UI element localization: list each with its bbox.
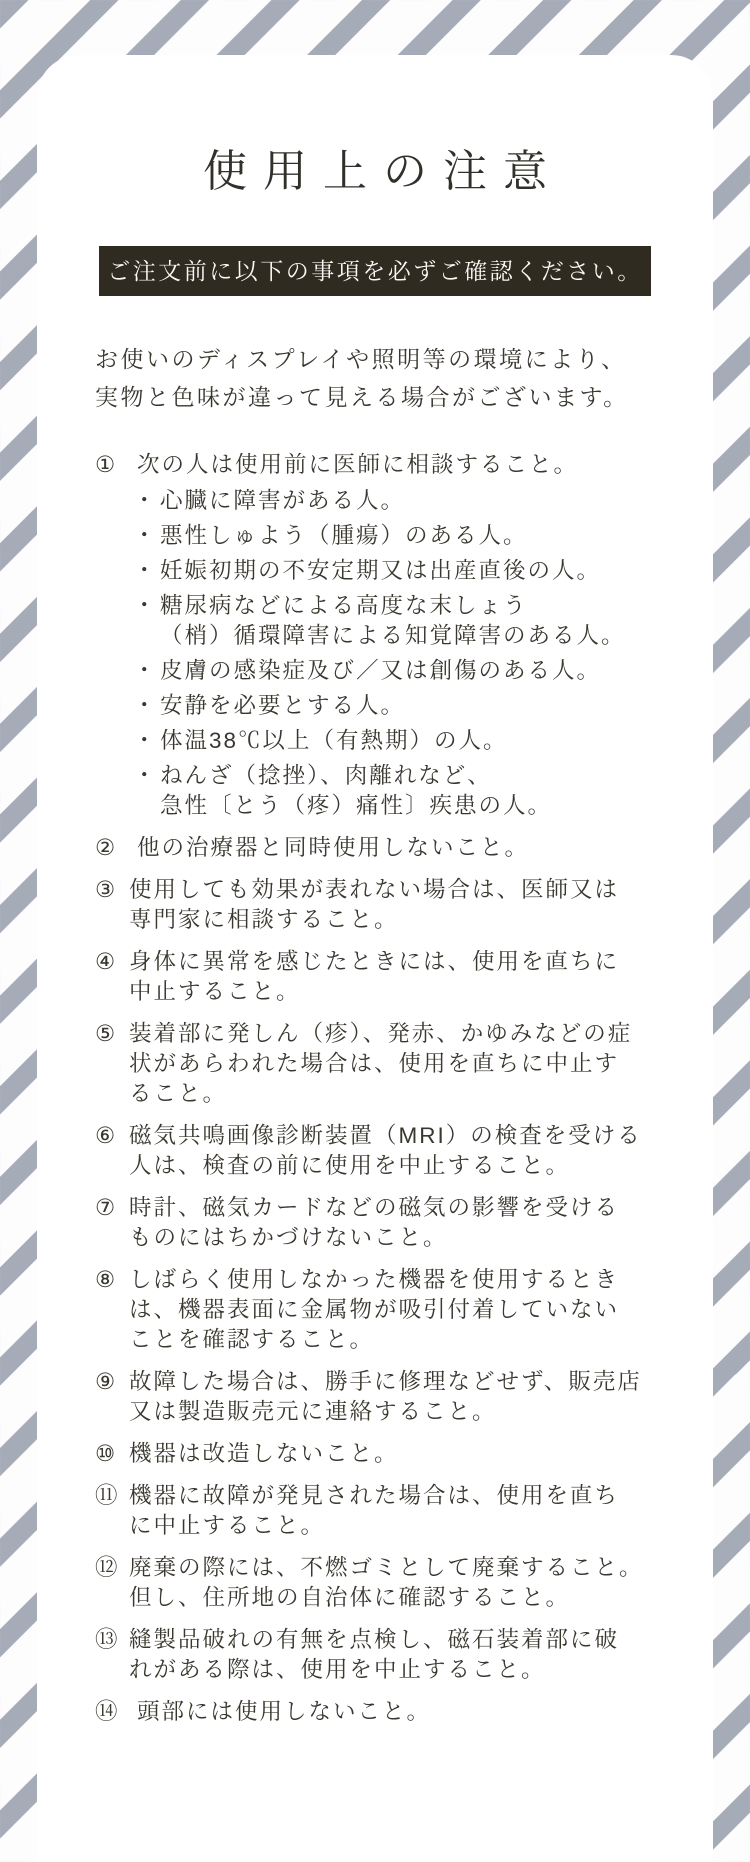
item-text-line: 身体に異常を感じたときには、使用を直ちに xyxy=(129,949,620,974)
item-text-line: 時計、磁気カードなどの磁気の影響を受ける xyxy=(129,1195,620,1220)
bullet-text-line: 体温38℃以上（有熱期）の人。 xyxy=(160,728,508,753)
item-text-line: ものにはちかづけないこと。 xyxy=(129,1225,448,1250)
precaution-item xyxy=(95,1265,655,1355)
item-number: ③ xyxy=(95,877,116,902)
sub-bullet-item xyxy=(133,521,655,551)
item-text-line: 機器は改造しないこと。 xyxy=(129,1441,399,1466)
item-number: ⑪ xyxy=(95,1483,118,1508)
bullet-marker: ・ xyxy=(133,558,158,583)
bullet-marker: ・ xyxy=(133,658,158,683)
bullet-text-line: 安静を必要とする人。 xyxy=(160,693,406,718)
sub-bullet-item xyxy=(133,486,655,516)
bullet-text-line: （梢）循環障害による知覚障害のある人。 xyxy=(160,623,626,648)
precaution-item xyxy=(95,1481,655,1541)
item-text-line: れがある際は、使用を中止すること。 xyxy=(129,1657,546,1682)
item-text-line: 但し、住所地の自治体に確認すること。 xyxy=(129,1585,571,1610)
sub-bullet-item xyxy=(133,691,655,721)
precaution-item xyxy=(95,1439,655,1469)
precaution-item xyxy=(95,1697,655,1727)
precaution-item xyxy=(95,947,655,1007)
notice-card xyxy=(37,55,713,1862)
precaution-item xyxy=(95,1019,655,1109)
precaution-item xyxy=(95,450,655,821)
item-number: ⑩ xyxy=(95,1441,116,1466)
item-number: ⑨ xyxy=(95,1369,116,1394)
item-text-line: は、機器表面に金属物が吸引付着していない xyxy=(129,1297,620,1322)
bullet-text-line: 悪性しゅよう（腫瘍）のある人。 xyxy=(160,523,528,548)
item-text-line: 又は製造販売元に連絡すること。 xyxy=(129,1399,497,1424)
precautions-list xyxy=(95,450,655,1727)
item-text-line: しばらく使用しなかった機器を使用するとき xyxy=(129,1267,620,1292)
item-text-line: 縫製品破れの有無を点検し、磁石装着部に破 xyxy=(129,1627,620,1652)
item-text-line: 中止すること。 xyxy=(129,979,301,1004)
bullet-text-line: 急性〔とう（疼）痛性〕疾患の人。 xyxy=(160,793,553,818)
item-text-line: 状があらわれた場合は、使用を直ちに中止す xyxy=(129,1051,620,1076)
item-number: ⑬ xyxy=(95,1627,118,1652)
disclaimer-line: 実物と色味が違って見える場合がございます。 xyxy=(95,384,629,410)
bullet-marker: ・ xyxy=(133,728,158,753)
item-text-line: 磁気共鳴画像診断装置（MRI）の検査を受ける xyxy=(129,1123,642,1148)
item-text-line: 装着部に発しん（疹）、発赤、かゆみなどの症 xyxy=(129,1021,633,1046)
item-number: ⑫ xyxy=(95,1555,118,1580)
precaution-item xyxy=(95,1121,655,1181)
bullet-text-line: 心臓に障害がある人。 xyxy=(160,488,406,513)
item-number: ⑦ xyxy=(95,1195,116,1220)
confirmation-banner: ご注文前に以下の事項を必ずご確認ください。 xyxy=(99,246,651,296)
item-number: ⑤ xyxy=(95,1021,116,1046)
disclaimer-line: お使いのディスプレイや照明等の環境により、 xyxy=(95,346,627,372)
bullet-marker: ・ xyxy=(133,593,158,618)
bullet-text-line: 妊娠初期の不安定期又は出産直後の人。 xyxy=(160,558,602,583)
bullet-marker: ・ xyxy=(133,763,158,788)
item-text-line: 他の治療器と同時使用しないこと。 xyxy=(137,835,530,860)
page-title: 使用上の注意 xyxy=(203,147,563,196)
item-text-line: 機器に故障が発見された場合は、使用を直ち xyxy=(129,1483,620,1508)
sub-bullet-item xyxy=(133,726,655,756)
item-number: ② xyxy=(95,835,116,860)
sub-bullet-item xyxy=(133,656,655,686)
precaution-item xyxy=(95,1625,655,1685)
sub-bullet-list xyxy=(133,486,655,821)
bullet-text-line: 糖尿病などによる高度な末しょう xyxy=(160,593,528,618)
item-text-line: 専門家に相談すること。 xyxy=(129,907,399,932)
item-number: ⑥ xyxy=(95,1123,116,1148)
precaution-item xyxy=(95,1367,655,1427)
sub-bullet-item xyxy=(133,761,655,821)
bullet-text-line: 皮膚の感染症及び／又は創傷のある人。 xyxy=(160,658,602,683)
item-number: ④ xyxy=(95,949,116,974)
item-text-line: 頭部には使用しないこと。 xyxy=(137,1699,432,1724)
precaution-item xyxy=(95,1193,655,1253)
display-color-disclaimer xyxy=(95,340,655,416)
bullet-marker: ・ xyxy=(133,523,158,548)
sub-bullet-item xyxy=(133,591,655,651)
item-text-line: ること。 xyxy=(129,1081,228,1106)
bullet-text-line: ねんざ（捻挫）、肉離れなど、 xyxy=(160,763,492,788)
precaution-item xyxy=(95,1553,655,1613)
item-number: ⑧ xyxy=(95,1267,116,1292)
bullet-marker: ・ xyxy=(133,488,158,513)
item-text-line: 使用しても効果が表れない場合は、医師又は xyxy=(129,877,620,902)
item-text-line: 廃棄の際には、不燃ゴミとして廃棄すること。 xyxy=(129,1555,644,1580)
sub-bullet-item xyxy=(133,556,655,586)
item-number: ⑭ xyxy=(95,1699,118,1724)
item-text-line: ことを確認すること。 xyxy=(129,1327,375,1352)
item-number: ① xyxy=(95,452,116,477)
precaution-item xyxy=(95,833,655,863)
item-text-line: に中止すること。 xyxy=(129,1513,326,1538)
item-text-line: 人は、検査の前に使用を中止すること。 xyxy=(129,1153,571,1178)
item-text-line: 故障した場合は、勝手に修理などせず、販売店 xyxy=(129,1369,642,1394)
precaution-item xyxy=(95,875,655,935)
item-text-line: 次の人は使用前に医師に相談すること。 xyxy=(137,452,579,477)
bullet-marker: ・ xyxy=(133,693,158,718)
